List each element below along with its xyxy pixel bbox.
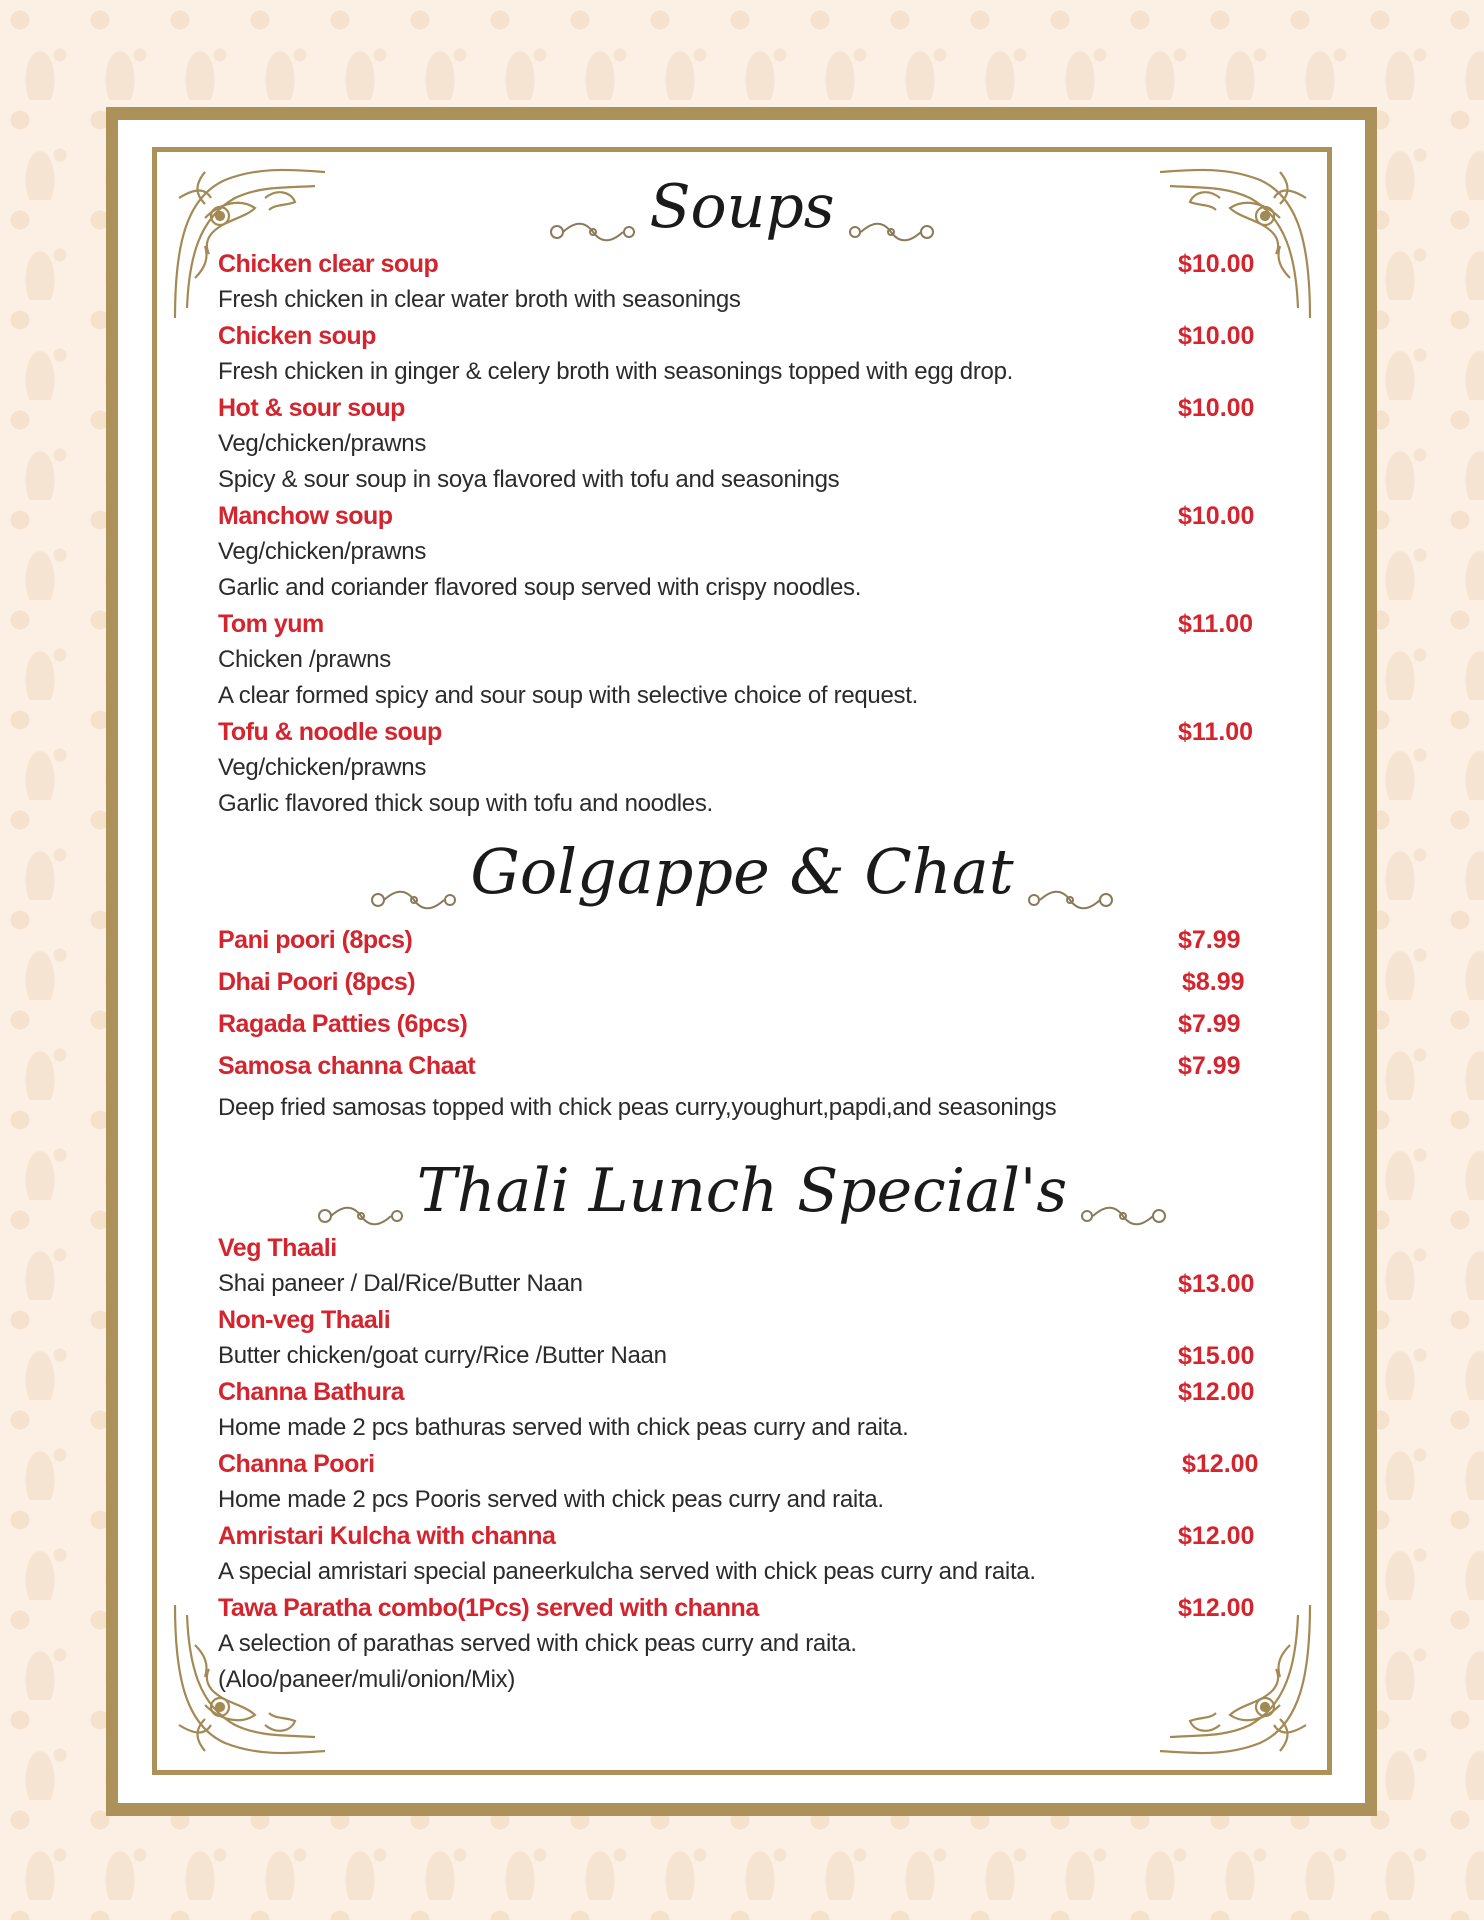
menu-item-channa-bathura [218, 1378, 1268, 1412]
item-description [218, 1270, 1268, 1304]
section-title-golgappe: Golgappe & Chat [0, 830, 1484, 908]
item-price: $12.00 [1182, 1450, 1259, 1478]
item-description [218, 574, 1268, 608]
item-price: $10.00 [1178, 502, 1255, 530]
menu-item-channa-poori [218, 1450, 1268, 1484]
item-description-text: Home made 2 pcs Pooris served with chick peas curry and raita. [218, 1486, 884, 1513]
item-description [218, 1486, 1268, 1520]
item-description [218, 754, 1268, 788]
item-description-text: Spicy & sour soup in soya flavored with tofu and seasonings [218, 466, 840, 493]
item-price: $12.00 [1178, 1594, 1255, 1622]
scroll-flourish-icon [1022, 857, 1118, 887]
item-description [218, 1558, 1268, 1592]
item-description-text: Home made 2 pcs bathuras served with chick peas curry and raita. [218, 1414, 909, 1441]
item-name: Tofu & noodle soup [218, 718, 442, 746]
item-price: $7.99 [1178, 1010, 1241, 1038]
item-name: Hot & sour soup [218, 394, 405, 422]
item-name: Channa Poori [218, 1450, 375, 1478]
item-price: $15.00 [1178, 1342, 1255, 1370]
item-description [218, 358, 1268, 392]
item-description [218, 646, 1268, 680]
item-description-text: Garlic flavored thick soup with tofu and noodles. [218, 790, 713, 817]
item-price: $10.00 [1178, 394, 1255, 422]
item-description-text: Garlic and coriander flavored soup served with crispy noodles. [218, 574, 862, 601]
scroll-flourish-icon [545, 192, 641, 222]
item-description-text: A selection of parathas served with chick peas curry and raita. [218, 1630, 857, 1657]
item-price: $12.00 [1178, 1522, 1255, 1550]
item-description-text: Deep fried samosas topped with chick peas curry,youghurt,papdi,and seasonings [218, 1094, 1057, 1121]
item-description-text: A clear formed spicy and sour soup with selective choice of request. [218, 682, 918, 709]
item-name: Chicken soup [218, 322, 376, 350]
menu-item-manchow-soup [218, 502, 1268, 536]
menu-item-samosa-channa-chaat [218, 1052, 1268, 1086]
item-price: $10.00 [1178, 322, 1255, 350]
item-price: $13.00 [1178, 1270, 1255, 1298]
item-name: Channa Bathura [218, 1378, 405, 1406]
scroll-flourish-icon [843, 192, 939, 222]
item-description [218, 538, 1268, 572]
menu-item-tofu-noodle-soup [218, 718, 1268, 752]
menu-item-non-veg-thaali [218, 1306, 1268, 1340]
item-description-text: Veg/chicken/prawns [218, 430, 427, 457]
item-description-text: Fresh chicken in clear water broth with seasonings [218, 286, 741, 313]
item-description-text: A special amristari special paneerkulcha served with chick peas curry and raita. [218, 1558, 1036, 1585]
item-description-text: (Aloo/paneer/muli/onion/Mix) [218, 1666, 516, 1693]
scroll-flourish-icon [313, 1176, 409, 1206]
menu-item-chicken-soup [218, 322, 1268, 356]
item-description [218, 466, 1268, 500]
item-description-text: Veg/chicken/prawns [218, 754, 427, 781]
item-description [218, 1414, 1268, 1448]
menu-item-pani-poori [218, 926, 1268, 960]
menu-item-tawa-paratha-combo [218, 1594, 1268, 1628]
item-description-text: Veg/chicken/prawns [218, 538, 427, 565]
item-description [218, 1630, 1268, 1664]
menu-item-chicken-clear-soup [218, 250, 1268, 284]
item-description-text: Fresh chicken in ginger & celery broth with seasonings topped with egg drop. [218, 358, 1013, 385]
item-name: Samosa channa Chaat [218, 1052, 476, 1080]
item-description [218, 430, 1268, 464]
scroll-flourish-icon [366, 857, 462, 887]
item-name: Non-veg Thaali [218, 1306, 391, 1334]
menu-item-dhai-poori [218, 968, 1268, 1002]
item-price: $11.00 [1178, 610, 1254, 638]
item-price: $11.00 [1178, 718, 1254, 746]
item-name: Tom yum [218, 610, 324, 638]
item-description [218, 286, 1268, 320]
item-name: Dhai Poori (8pcs) [218, 968, 416, 996]
item-description [218, 1342, 1268, 1376]
item-name: Chicken clear soup [218, 250, 439, 278]
section-title-soups: Soups [0, 168, 1484, 242]
item-price: $7.99 [1178, 926, 1241, 954]
menu-item-ragada-patties [218, 1010, 1268, 1044]
menu-item-hot-sour-soup [218, 394, 1268, 428]
item-description [218, 790, 1268, 824]
item-price: $8.99 [1182, 968, 1245, 996]
scroll-flourish-icon [1075, 1176, 1171, 1206]
item-description [218, 1666, 1268, 1700]
item-name: Pani poori (8pcs) [218, 926, 413, 954]
item-description-text: Butter chicken/goat curry/Rice /Butter Naan [218, 1342, 667, 1369]
item-description [218, 682, 1268, 716]
item-name: Tawa Paratha combo(1Pcs) served with channa [218, 1594, 759, 1622]
item-name: Ragada Patties (6pcs) [218, 1010, 468, 1038]
item-price: $10.00 [1178, 250, 1255, 278]
item-description-text: Shai paneer / Dal/Rice/Butter Naan [218, 1270, 583, 1297]
item-name: Amristari Kulcha with channa [218, 1522, 556, 1550]
item-description-text: Chicken /prawns [218, 646, 391, 673]
menu-item-amristari-kulcha [218, 1522, 1268, 1556]
section-title-thali: Thali Lunch Special's [0, 1152, 1484, 1226]
item-name: Veg Thaali [218, 1234, 337, 1262]
item-price: $12.00 [1178, 1378, 1255, 1406]
item-name: Manchow soup [218, 502, 393, 530]
item-price: $7.99 [1178, 1052, 1241, 1080]
item-description [218, 1094, 1268, 1128]
menu-item-veg-thaali [218, 1234, 1268, 1268]
menu-item-tom-yum [218, 610, 1268, 644]
